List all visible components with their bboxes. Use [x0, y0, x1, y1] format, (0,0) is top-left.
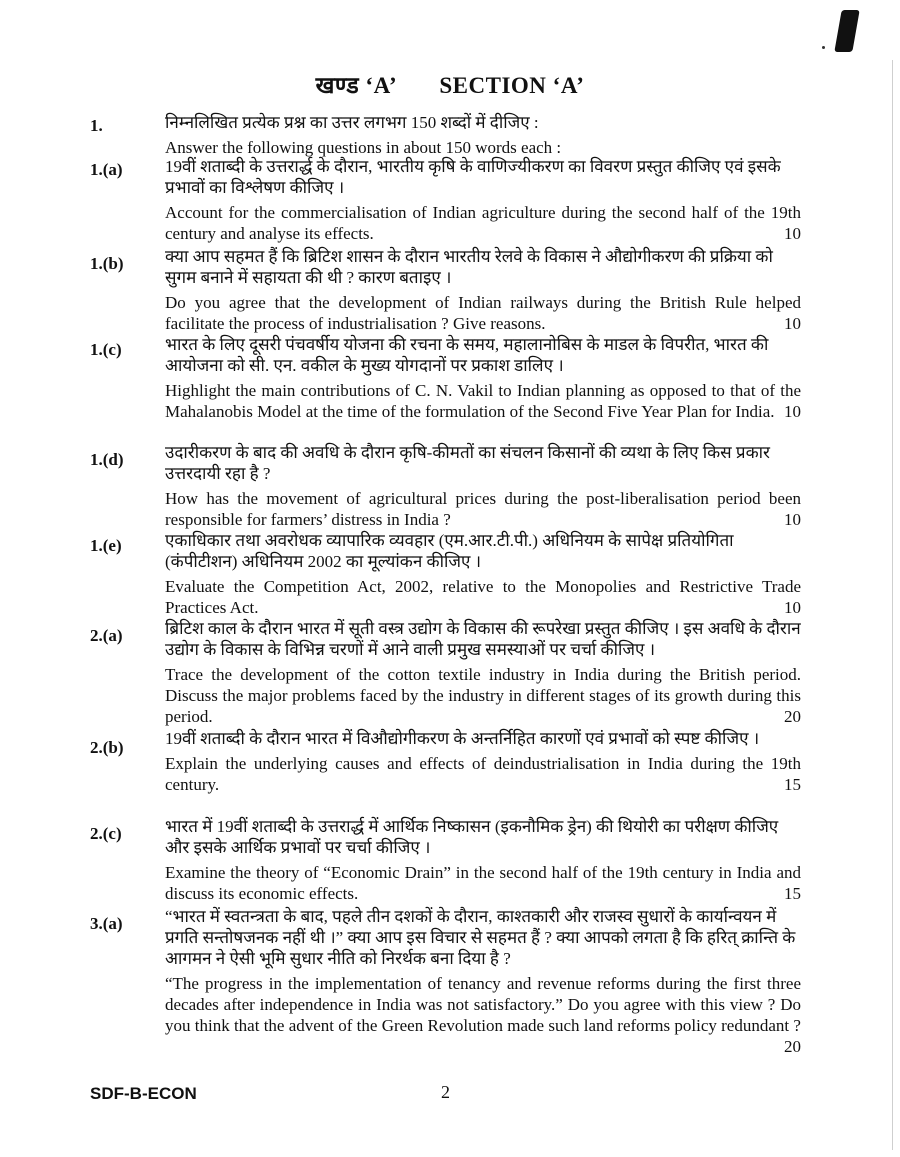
question-marks: 10 [784, 402, 801, 421]
question-number: 1. [90, 116, 103, 135]
ink-mark [834, 10, 859, 52]
question-number: 3.(a) [90, 914, 123, 933]
question-hindi: क्या आप सहमत हैं कि ब्रिटिश शासन के दौरान भारतीय रेलवे के विकास ने औद्योगीकरण की प्रक्रिया को सुगम बनाने में सहायता की थी ? कारण बताइए । [165, 247, 773, 287]
question-marks: 10 [784, 510, 801, 529]
question-hindi: निम्नलिखित प्रत्येक प्रश्न का उत्तर लगभग 150 शब्दों में दीजिए : [165, 113, 539, 132]
question-body [165, 246, 801, 334]
question-english [165, 488, 801, 530]
question-english [165, 973, 801, 1056]
question-english: Answer the following questions in about 150 words each : [165, 138, 562, 157]
question-hindi: “भारत में स्वतन्त्रता के बाद, पहले तीन दशकों के दौरान, काश्तकारी और राजस्व सुधारों के कार्यान्वयन में प्रगति सन्तोषजनक नहीं थी ।” क्या आप इस विचार से सहमत हैं ? क्या आपको लगता है कि हरित् क्रान्ति के आगमन ने ऐसी भूमि सुधार नीति को निरर्थक बना दिया है ? [165, 907, 796, 968]
question-hindi: एकाधिकार तथा अवरोधक व्यापारिक व्यवहार (एम.आर.टी.पी.) अधिनियम के सापेक्ष प्रतियोगिता (कंपीटीशन) अधिनियम 2002 का मूल्यांकन कीजिए । [165, 531, 734, 571]
question-english-text: Examine the theory of “Economic Drain” in the second half of the 19th century in India and discuss its economic effects. [165, 863, 801, 903]
question-hindi: ब्रिटिश काल के दौरान भारत में सूती वस्त्र उद्योग के विकास की रूपरेखा प्रस्तुत कीजिए । इस अवधि के दौरान उद्योग के विकास के विभिन्न चरणों में आने वाली प्रमुख समस्याओं पर चर्चा कीजिए । [165, 619, 801, 659]
question-number: 1.(a) [90, 160, 123, 179]
question-body [165, 618, 801, 727]
question-english [165, 664, 801, 727]
question-english-text: Account for the commercialisation of Indian agriculture during the second half of the 19th century and analyse its effects. [165, 203, 801, 243]
question-body [165, 442, 801, 530]
question-number: 1.(d) [90, 450, 124, 469]
scan-edge-line [892, 60, 893, 1150]
question-body [165, 112, 801, 158]
question-hindi: उदारीकरण के बाद की अवधि के दौरान कृषि-कीमतों का संचलन किसानों की व्यथा के लिए किस प्रकार उत्तरदायी रहा है ? [165, 443, 771, 483]
section-heading-hindi: खण्ड ‘A’ [315, 73, 398, 98]
question-body [165, 906, 801, 1057]
question-english [165, 576, 801, 618]
question-english-text: How has the movement of agricultural prices during the post-liberalisation period been responsible for farmers’ distress in India ? [165, 489, 801, 529]
question-english [165, 753, 801, 795]
question-english-text: “The progress in the implementation of tenancy and revenue reforms during the first three decades after independence in India was not satisfactory.” Do you agree with this view ? Do you think that the advent of the Green Revolution made such land reforms policy redundant ? [165, 974, 801, 1035]
question-english-text: Do you agree that the development of Indian railways during the British Rule helped facilitate the process of industrialisation ? Give reasons. [165, 293, 801, 333]
question-number: 1.(c) [90, 340, 122, 359]
question-marks: 10 [784, 598, 801, 617]
question-number: 1.(e) [90, 536, 122, 555]
question-english [165, 292, 801, 334]
paper-code: SDF-B-ECON [90, 1084, 197, 1103]
question-hindi: 19वीं शताब्दी के दौरान भारत में विऔद्योगीकरण के अन्तर्निहित कारणों एवं प्रभावों को स्पष्ट कीजिए । [165, 729, 760, 748]
question-english [165, 380, 801, 422]
question-number: 2.(a) [90, 626, 123, 645]
question-number: 1.(b) [90, 254, 124, 273]
question-number: 2.(b) [90, 738, 124, 757]
question-body [165, 728, 801, 795]
question-hindi: भारत के लिए दूसरी पंचवर्षीय योजना की रचना के समय, महालानोबिस के माडल के विपरीत, भारत की आयोजना को सी. एन. वकील के मुख्य योगदानों पर प्रकाश डालिए । [165, 335, 769, 375]
ink-dot [822, 46, 825, 49]
question-body [165, 816, 801, 904]
question-english-text: Explain the underlying causes and effects of deindustrialisation in India during the 19th century. [165, 754, 801, 794]
question-body [165, 334, 801, 422]
question-english-text: Trace the development of the cotton textile industry in India during the British period. Discuss the major problems faced by the industry in different stages of its growth during this period. [165, 665, 801, 726]
question-marks: 15 [784, 775, 801, 794]
question-marks: 20 [784, 1037, 801, 1056]
question-english [165, 202, 801, 244]
question-marks: 20 [784, 707, 801, 726]
question-body [165, 156, 801, 244]
question-marks: 15 [784, 884, 801, 903]
question-hindi: भारत में 19वीं शताब्दी के उत्तरार्द्ध में आर्थिक निष्कासन (इकनौमिक ड्रेन) की थियोरी का परीक्षण कीजिए और इसके आर्थिक प्रभावों पर चर्चा कीजिए । [165, 817, 779, 857]
question-number: 2.(c) [90, 824, 122, 843]
question-marks: 10 [784, 314, 801, 333]
question-english-text: Evaluate the Competition Act, 2002, relative to the Monopolies and Restrictive Trade Practices Act. [165, 577, 801, 617]
question-english [165, 862, 801, 904]
question-body [165, 530, 801, 618]
section-heading-english: SECTION ‘A’ [439, 73, 585, 98]
question-english-text: Highlight the main contributions of C. N. Vakil to Indian planning as opposed to that of the Mahalanobis Model at the time of the formulation of the Second Five Year Plan for India. [165, 381, 801, 421]
page-number: 2 [441, 1082, 450, 1102]
question-hindi: 19वीं शताब्दी के उत्तरार्द्ध के दौरान, भारतीय कृषि के वाणिज्यीकरण का विवरण प्रस्तुत कीजिए एवं इसके प्रभावों का विश्लेषण कीजिए । [165, 157, 781, 197]
section-heading [0, 68, 900, 100]
question-marks: 10 [784, 224, 801, 243]
